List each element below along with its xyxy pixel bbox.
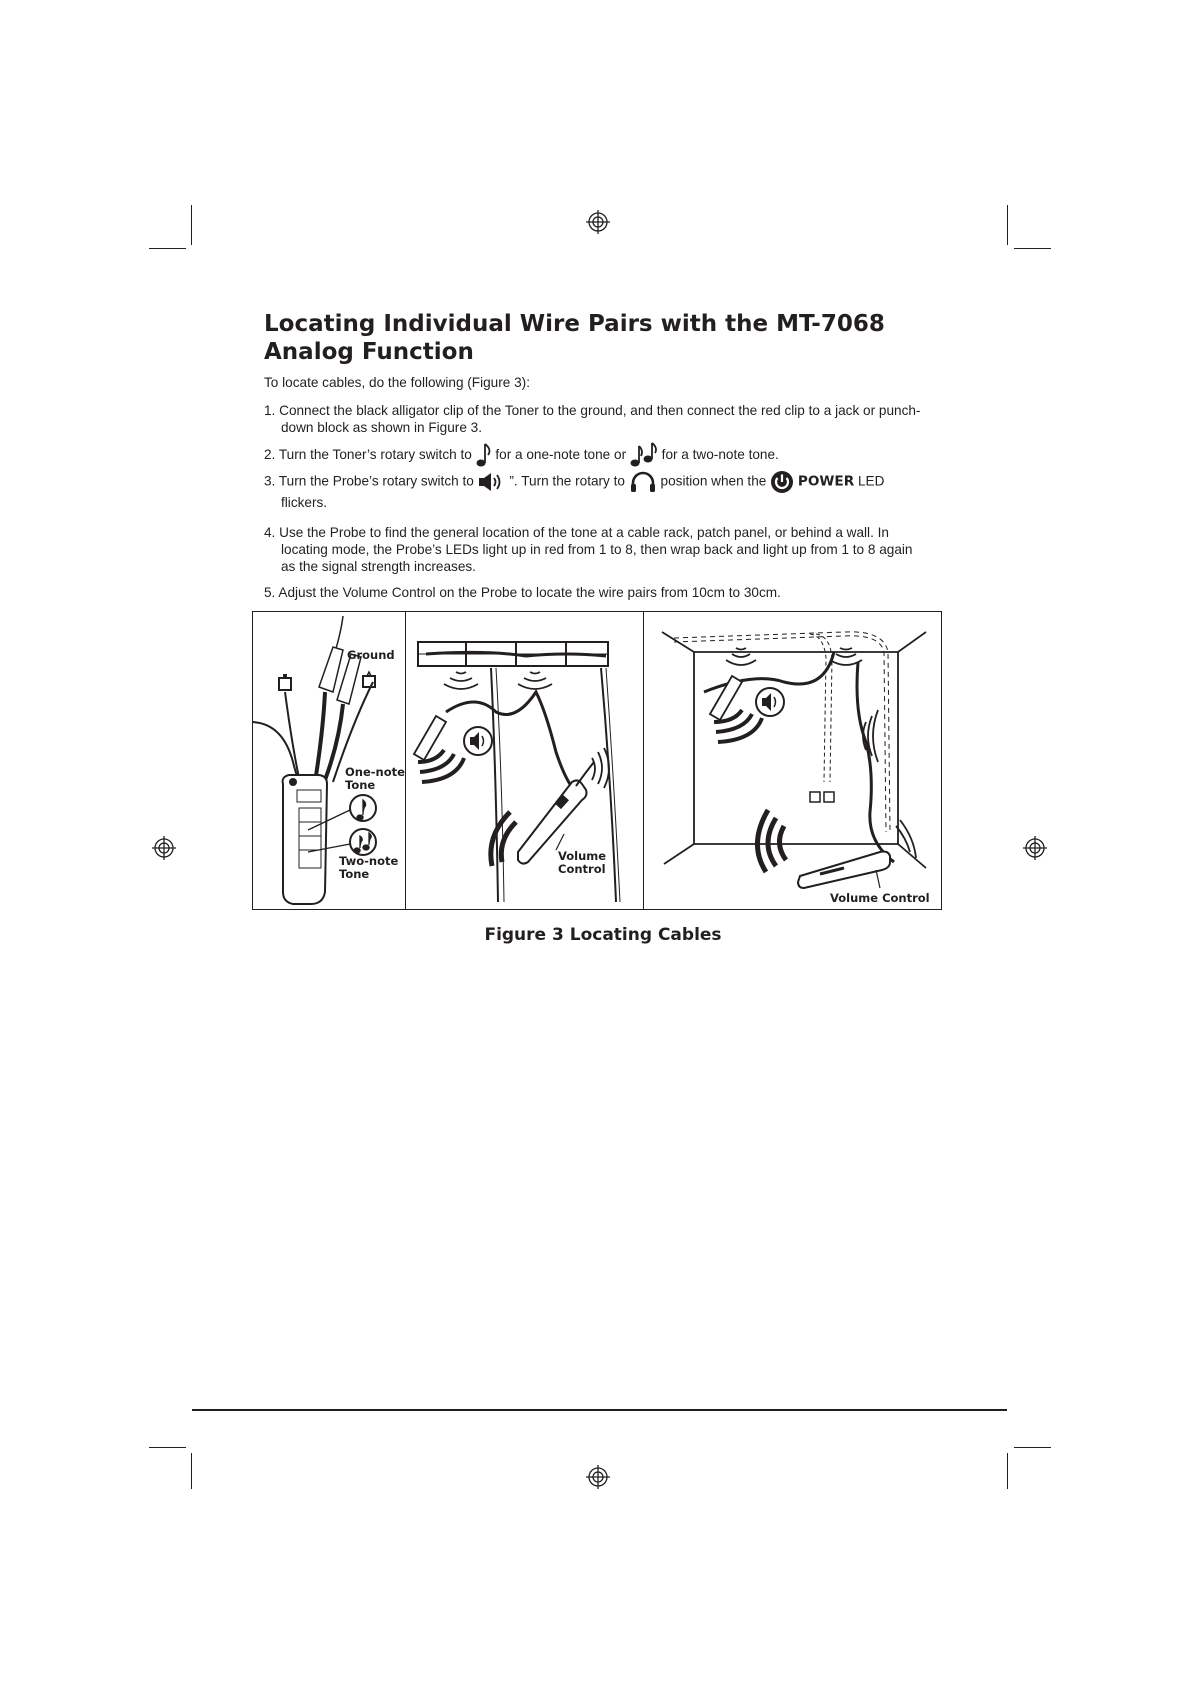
power-icon	[770, 470, 794, 494]
step-number: 5.	[264, 585, 276, 600]
volume-control-label: Volume Control	[558, 849, 607, 876]
crop-mark	[191, 205, 192, 245]
one-note-label: One-note Tone	[345, 765, 405, 792]
step-text-pre: Turn the Probe’s rotary switch to	[278, 473, 474, 489]
registration-mark-icon	[152, 836, 176, 860]
two-note-icon	[630, 442, 658, 468]
step-4	[264, 524, 924, 575]
crop-mark	[149, 1447, 186, 1448]
page-title: Locating Individual Wire Pairs with the MT-7068 Analog Function	[264, 311, 885, 365]
step-1	[264, 402, 924, 436]
step-text: Use the Probe to find the general location of the tone at a cable rack, patch panel, or behind a wall. In locating mode, the Probe’s LEDs light up in red from 1 to 8, then wrap back and light up from 1 to 8 again as the signal strength increases.	[279, 525, 913, 574]
one-note-icon	[476, 442, 492, 468]
step-number: 4.	[264, 525, 276, 540]
speaker-icon	[478, 472, 506, 492]
step-text-post: for a two-note tone.	[661, 447, 779, 462]
step-5	[264, 584, 924, 601]
volume-control-label-2: Volume Control	[830, 891, 930, 905]
figure-caption: Figure 3 Locating Cables	[484, 925, 722, 945]
step-text-pre: Turn the Toner’s rotary switch to	[278, 447, 472, 462]
figure-panel-cable-rack	[405, 611, 645, 910]
step-text: Connect the black alligator clip of the Toner to the ground, and then connect the red clip to a jack or punch-down block as shown in Figure 3.	[279, 403, 921, 435]
step-number: 2.	[264, 447, 276, 462]
headphones-icon	[629, 471, 657, 493]
registration-mark-icon	[1023, 836, 1047, 860]
step-2	[264, 442, 924, 468]
wall-illustration	[644, 612, 940, 908]
two-note-label: Two-note Tone	[339, 854, 399, 881]
step-text: Adjust the Volume Control on the Probe to locate the wire pairs from 10cm to 30cm.	[278, 585, 781, 600]
step-text-mid2: position when the	[660, 473, 767, 489]
figure-panel-toner	[252, 611, 407, 910]
registration-mark-icon	[586, 1465, 610, 1489]
crop-mark	[1007, 205, 1008, 245]
step-3	[264, 470, 921, 511]
step-text-post: LED flickers.	[281, 473, 885, 510]
figure-panel-wall	[643, 611, 942, 910]
crop-mark	[149, 248, 186, 249]
ground-label: Ground	[347, 648, 395, 662]
cable-rack-illustration	[406, 612, 643, 908]
crop-mark	[1014, 248, 1051, 249]
footer-rule	[192, 1409, 1007, 1411]
step-text-mid: ”. Turn the rotary to	[509, 473, 625, 489]
intro-text: To locate cables, do the following (Figure 3):	[264, 375, 530, 390]
step-number: 3.	[264, 473, 276, 489]
power-label: POWER	[797, 473, 855, 490]
step-text-mid: for a one-note tone or	[495, 447, 627, 462]
crop-mark	[191, 1453, 192, 1489]
step-number: 1.	[264, 403, 276, 418]
registration-mark-icon	[586, 210, 610, 234]
crop-mark	[1014, 1447, 1051, 1448]
crop-mark	[1007, 1453, 1008, 1489]
